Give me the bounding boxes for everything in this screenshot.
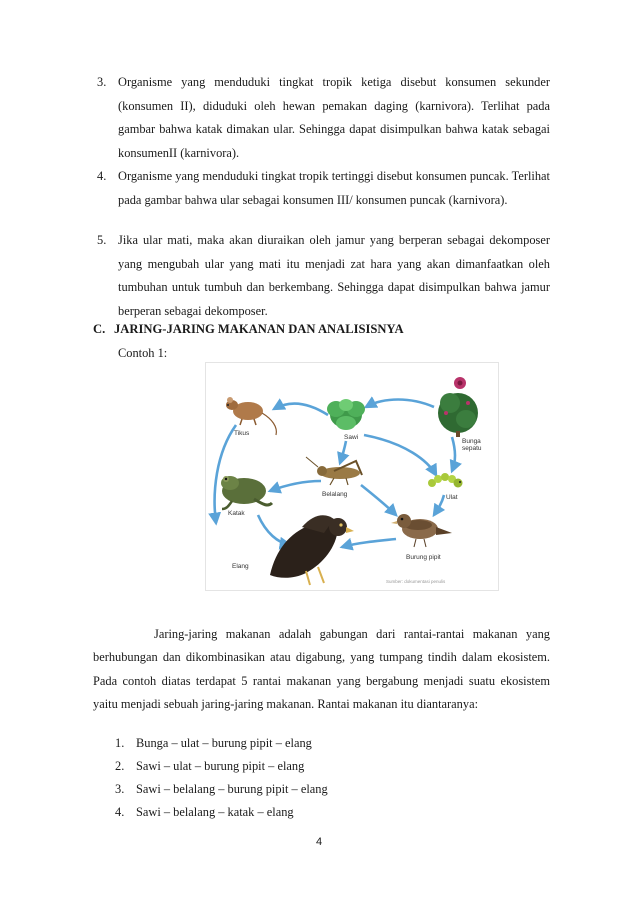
arrow-burung-to-elang bbox=[342, 539, 396, 547]
arrow-sawi-to-belalang bbox=[340, 441, 346, 463]
page-number: 4 bbox=[315, 836, 323, 848]
figure-credit: Sumber: dokumentasi penulis bbox=[386, 579, 446, 584]
paragraph-text: Jaring-jaring makanan adalah gabungan dari rantai-rantai makanan yang berhubungan dan dikombinasikan atau digabung, yang tumpang tindih dalam ekosistem. Pada contoh diatas terdapat 5 rantai makanan yang bergabung menjadi suatu ekosistem yaitu menjadi sebuah jaring-jaring makanan. Rantai makanan itu diantaranya: bbox=[93, 627, 550, 712]
section-title: JARING-JARING MAKANAN DAN ANALISISNYA bbox=[114, 322, 404, 336]
list-item-text: Organisme yang menduduki tingkat tropik ketiga disebut konsumen sekunder (konsumen II), diduduki oleh hewan pemakan daging (karnivora). Terlihat pada gambar bahwa katak dimakan ular. Sehingga dapat disimpulkan bahwa katak sebagai konsumenII (karnivora). bbox=[118, 75, 550, 160]
label-bunga-2: sepatu bbox=[462, 445, 482, 452]
chain-item bbox=[115, 756, 305, 776]
list-item bbox=[97, 165, 550, 212]
list-item-number: 5. bbox=[97, 233, 107, 247]
chain-number: 4. bbox=[115, 805, 125, 819]
cabbage-icon bbox=[327, 399, 365, 430]
label-bunga: Bunga bbox=[462, 438, 481, 445]
list-item-number: 4. bbox=[97, 169, 107, 183]
list-item-text: Jika ular mati, maka akan diuraikan oleh jamur yang berperan sebagai dekomposer yang mengubah ular yang mati itu menjadi zat hara yang akan dimanfaatkan oleh tumbuhan untuk tumbuh dan berkembang. Sehingga dapat disimpulkan bahwa jamur berperan sebagai dekomposer. bbox=[118, 233, 550, 318]
flower-bush-icon bbox=[438, 377, 478, 437]
chain-number: 3. bbox=[115, 782, 125, 796]
chain-number: 1. bbox=[115, 736, 125, 750]
arrow-sawi-to-ulat bbox=[364, 435, 436, 475]
label-burung: Burung pipit bbox=[406, 554, 441, 561]
example-label: Contoh 1: bbox=[118, 346, 168, 360]
chain-item bbox=[115, 779, 328, 799]
list-item bbox=[97, 229, 550, 323]
label-sawi: Sawi bbox=[344, 434, 359, 441]
chain-text: Sawi – belalang – katak – elang bbox=[136, 805, 294, 819]
label-katak: Katak bbox=[228, 510, 245, 517]
list-item-number: 3. bbox=[97, 75, 107, 89]
label-tikus: Tikus bbox=[234, 430, 250, 437]
frog-icon bbox=[221, 476, 272, 509]
sparrow-icon bbox=[391, 514, 452, 547]
body-paragraph bbox=[93, 623, 550, 717]
arrow-belalang-to-burung bbox=[361, 485, 396, 515]
arrow-bunga-to-sawi bbox=[366, 400, 434, 408]
label-belalang: Belalang bbox=[322, 491, 348, 498]
eagle-icon bbox=[270, 515, 354, 585]
chain-text: Bunga – ulat – burung pipit – elang bbox=[136, 736, 312, 750]
chain-text: Sawi – belalang – burung pipit – elang bbox=[136, 782, 328, 796]
chain-text: Sawi – ulat – burung pipit – elang bbox=[136, 759, 305, 773]
arrow-ulat-to-burung bbox=[434, 495, 444, 515]
label-ulat: Ulat bbox=[446, 494, 458, 501]
arrow-sawi-to-tikus bbox=[274, 404, 328, 415]
chain-item bbox=[115, 802, 294, 822]
arrow-katak-to-elang bbox=[258, 515, 290, 545]
list-item bbox=[97, 71, 550, 165]
arrow-belalang-to-katak bbox=[270, 481, 321, 491]
caterpillar-icon bbox=[428, 473, 463, 488]
food-web-figure bbox=[205, 362, 499, 591]
food-web-diagram bbox=[206, 363, 498, 590]
label-elang: Elang bbox=[232, 563, 249, 570]
section-letter: C. bbox=[93, 322, 106, 336]
list-item-text: Organisme yang menduduki tingkat tropik tertinggi disebut konsumen puncak. Terlihat pada gambar bahwa ular sebagai konsumen III/ konsumen puncak (karnivora). bbox=[118, 169, 550, 207]
chain-number: 2. bbox=[115, 759, 125, 773]
chain-item bbox=[115, 733, 312, 753]
arrow-bunga-to-ulat bbox=[452, 437, 455, 471]
